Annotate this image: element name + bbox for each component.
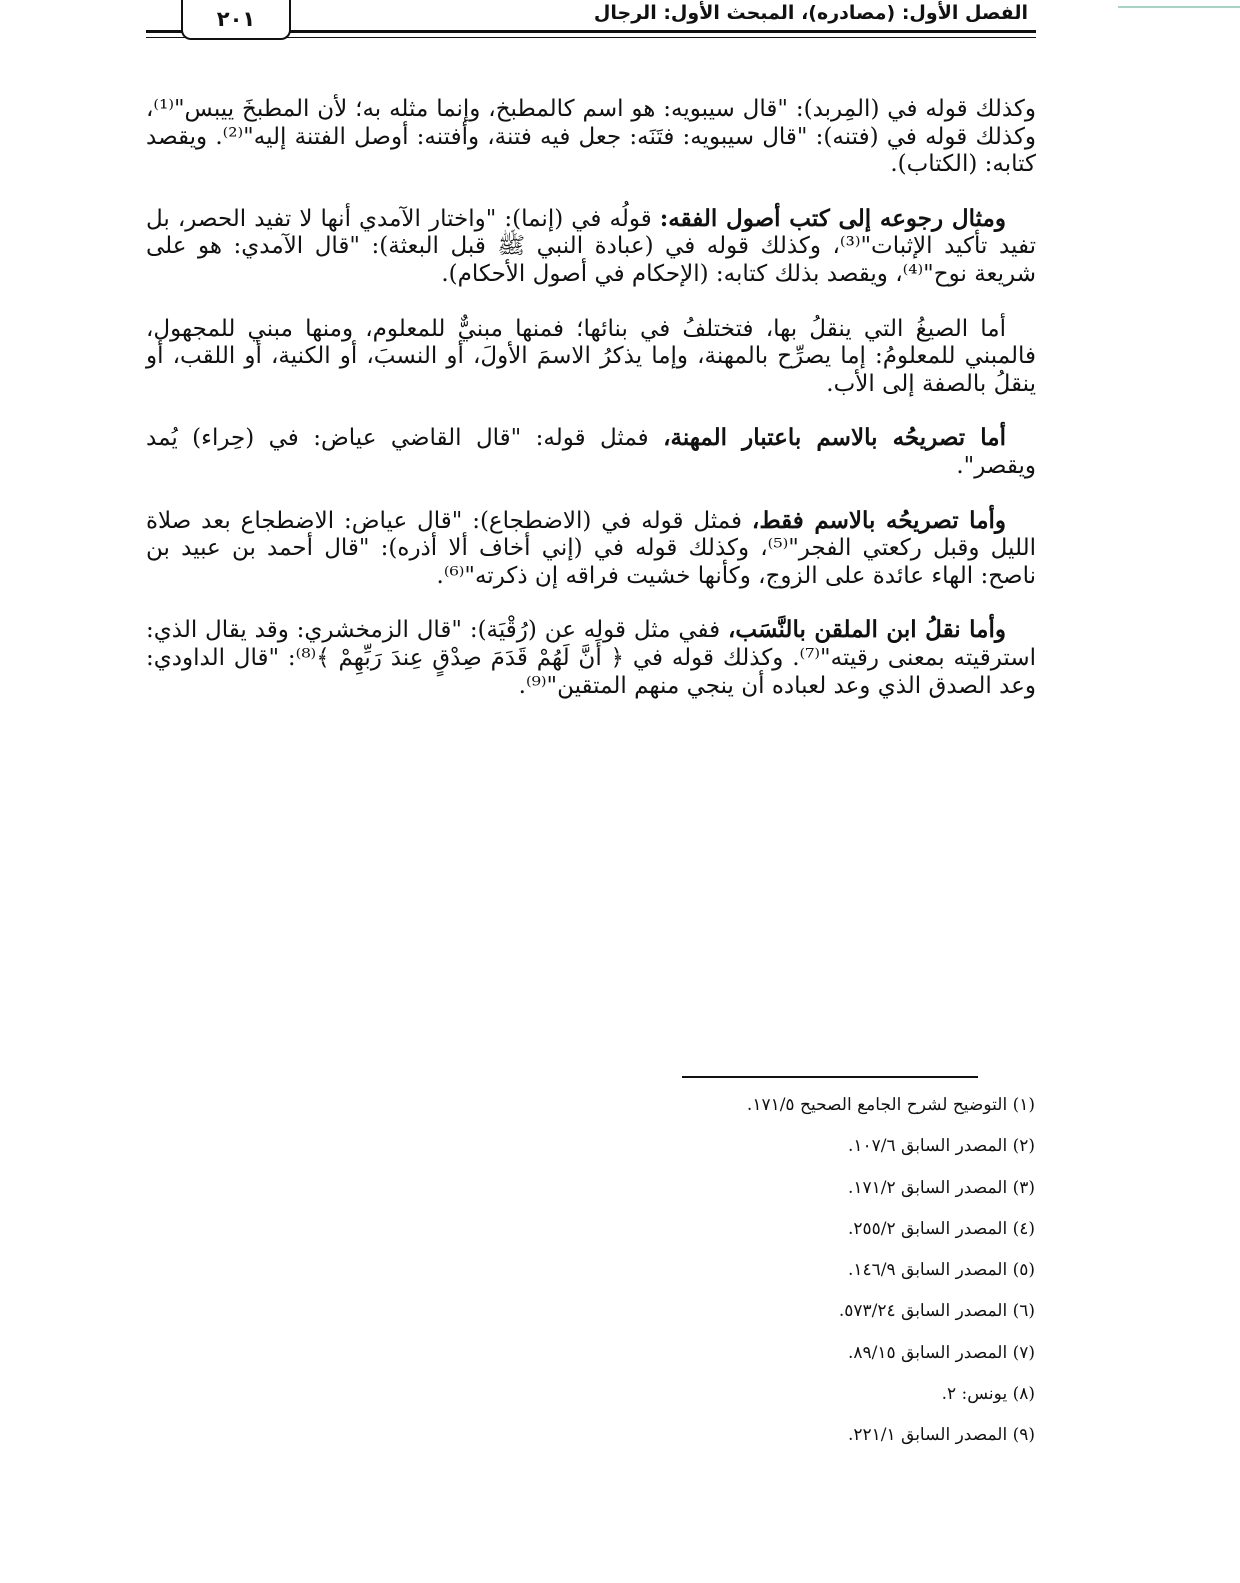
paragraph-5 xyxy=(146,507,1036,591)
paragraph-text: ففي مثل قوله عن (رُقْيَة): "قال الزمخشري: وقد يقال الذي: استرقيته بمعنى رقيته"⁽⁷⁾. وكذلك قوله في ﴿ أَنَّ لَهُمْ قَدَمَ صِدْقٍ عِندَ رَبِّهِمْ ﴾⁽⁸⁾: "قال الداودي: وعد الصدق الذي وعد لعباده أن ينجي منهم المتقين"⁽⁹⁾. xyxy=(146,617,1036,699)
paragraph-6 xyxy=(146,616,1036,700)
paragraph-lead: وأما نقلُ ابن الملقن بالنَّسَب، xyxy=(727,616,1006,644)
header-sep-1: : xyxy=(895,2,910,24)
header-topic: الرجال xyxy=(593,2,657,24)
footnote-3: (٣) المصدر السابق ١٧١/٢. xyxy=(847,1177,1035,1198)
paragraph-3 xyxy=(146,315,1036,399)
header-sep-2: ، xyxy=(794,2,809,24)
paragraph-lead: أما تصريحُه بالاسم باعتبار المهنة، xyxy=(663,424,1006,452)
footnote-6: (٦) المصدر السابق ٥٧٣/٢٤. xyxy=(838,1301,1035,1322)
running-header xyxy=(594,2,1028,24)
footnote-2: (٢) المصدر السابق ١٠٧/٦. xyxy=(847,1136,1035,1157)
footnote-separator xyxy=(682,1076,978,1078)
paragraph-text: فمثل قوله في (الاضطجاع): "قال عياض: الاضطجاع بعد صلاة الليل وقبل ركعتي الفجر"⁽⁵⁾، وكذلك قوله في (إني أخاف ألا أذره): "قال أحمد بن عبيد بن ناصح: الهاء عائدة على الزوج، وكأنها خشيت فراقه إن ذكرته"⁽⁶⁾. xyxy=(146,507,1036,589)
paragraph-text: أما الصيغُ التي ينقلُ بها، فتختلفُ في بنائها؛ فمنها مبنيٌّ للمعلوم، ومنها مبني للمجهول، فالمبني للمعلومُ: إما يصرِّح بالمهنة، وإما يذكرُ الاسمَ الأولَ، أو النسبَ، أو الكنية، أو اللقب، أو ينقلُ بالصفة إلى الأب. xyxy=(146,315,1036,397)
footnote-5: (٥) المصدر السابق ١٤٦/٩. xyxy=(847,1260,1035,1281)
page-number: ٢٠١ xyxy=(181,0,291,40)
footnote-4: (٤) المصدر السابق ٢٥٥/٢. xyxy=(847,1218,1035,1239)
paragraph-text: قولُه في (إنما): "واختار الآمدي أنها لا تفيد الحصر، بل تفيد تأكيد الإثبات"⁽³⁾، وكذلك قوله في (عبادة النبي ﷺ قبل البعثة): "قال الآمدي: هو على شريعة نوح"⁽⁴⁾، ويقصد بذلك كتابه: (الإحكام في أصول الأحكام). xyxy=(146,205,1037,287)
paragraph-lead: وأما تصريحُه بالاسم فقط، xyxy=(751,506,1007,534)
footnote-1: (١) التوضيح لشرح الجامع الصحيح ١٧١/٥. xyxy=(746,1095,1035,1115)
paragraph-2 xyxy=(146,205,1036,289)
header-chapter: الفصل الأول xyxy=(909,2,1028,24)
header-sources: (مصادره) xyxy=(808,2,896,24)
corner-decoration xyxy=(1118,0,1240,8)
paragraph-text: وكذلك قوله في (المِربد): "قال سيبويه: هو اسم كالمطبخ، وإنما مثله به؛ لأن المطبخَ ييبس"⁽¹⁾، وكذلك قوله في (فتنه): "قال سيبويه: فتَنَه: جعل فيه فتنة، وأفتنه: أوصل الفتنة إليه"⁽²⁾. ويقصد كتابه: (الكتاب). xyxy=(146,96,1036,178)
footnote-8: (٨) يونس: ٢. xyxy=(941,1384,1035,1405)
footnote-7: (٧) المصدر السابق ٨٩/١٥. xyxy=(847,1342,1035,1363)
paragraph-4 xyxy=(146,424,1036,480)
paragraph-text: فمثل قوله: "قال القاضي عياض: في (حِراء) يُمد ويقصر". xyxy=(146,425,1036,479)
paragraph-lead: ومثال رجوعه إلى كتب أصول الفقه: xyxy=(659,204,1006,232)
header-section: المبحث الأول xyxy=(670,2,795,24)
main-text xyxy=(146,95,1036,726)
header-sep-3: : xyxy=(656,2,671,24)
footnotes-list xyxy=(435,1097,1035,1469)
footnote-9: (٩) المصدر السابق ٢٢١/١. xyxy=(847,1425,1035,1446)
paragraph-1 xyxy=(146,95,1036,179)
